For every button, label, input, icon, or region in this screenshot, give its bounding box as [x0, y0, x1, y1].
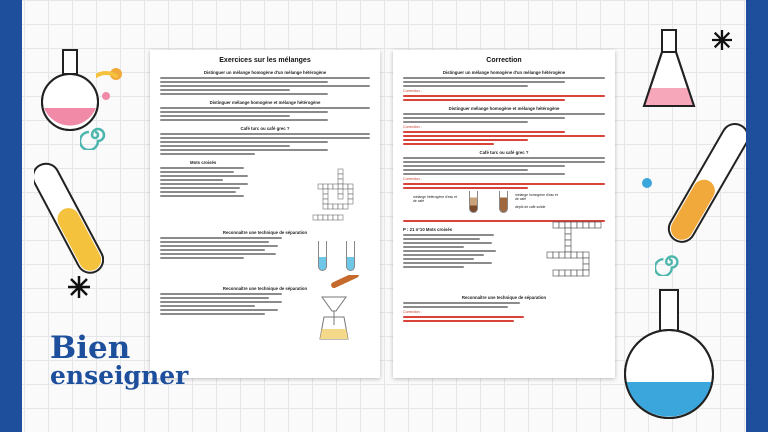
test-tube-figure	[318, 241, 327, 271]
crossword-block	[160, 167, 370, 225]
figure-label: mélange homogène d'eau et de café	[515, 193, 558, 201]
section-title: Distinguer mélange homogène et mélange hétérogène	[448, 106, 560, 111]
section-title: Distinguer un mélange homogène d'un mélange hétérogène	[442, 70, 566, 75]
brand-logo	[50, 330, 189, 390]
bubble-icon	[96, 60, 136, 110]
crossword-grid	[308, 167, 368, 225]
section-title: Distinguer mélange homogène et mélange hétérogène	[209, 100, 321, 105]
crossword-answer-grid	[539, 214, 607, 290]
correction-label: Correction :	[403, 177, 422, 181]
correction-label: Correction :	[403, 125, 422, 129]
exercise-sheet	[150, 50, 380, 378]
sheet-title: Correction	[486, 57, 522, 64]
correction-label: Correction :	[403, 89, 422, 93]
flask-small-icon	[636, 26, 706, 116]
crossword-answer-block	[403, 234, 605, 290]
section-title: Mots croisés	[190, 160, 217, 165]
test-tube-yellow-icon	[34, 150, 104, 290]
star-icon-2	[712, 30, 732, 50]
correction-sheet	[393, 50, 615, 378]
dot-icon	[640, 176, 654, 190]
section-title: Café turc ou café grec ?	[240, 126, 290, 131]
filtration-block	[160, 293, 370, 343]
crossword-title: P : 21 n°10 Mots croisés	[403, 227, 453, 232]
section-title: Café turc ou café grec ?	[479, 150, 529, 155]
section-title: Reconnaître une technique de séparation	[222, 230, 308, 235]
section-title: Reconnaître une technique de séparation	[461, 295, 547, 300]
test-tube-figure	[346, 241, 355, 271]
sheet-title: Exercices sur les mélanges	[219, 57, 311, 64]
brand-line-1: Bien	[50, 330, 131, 366]
test-tube-figure	[469, 191, 478, 213]
figure-label: dépôt de café solide	[515, 205, 546, 209]
figure-label: mélange hétérogène d'eau et de café	[413, 195, 458, 203]
correction-label: Correction :	[403, 310, 422, 314]
section-title: Distinguer un mélange homogène d'un mélange hétérogène	[203, 70, 327, 75]
star-icon	[68, 276, 90, 298]
section-title: Reconnaître une technique de séparation	[222, 286, 308, 291]
brand-line-2: enseigner	[50, 361, 189, 390]
spiral-icon	[80, 120, 110, 150]
spiral-icon-2	[655, 248, 683, 276]
filtration-figure	[300, 275, 370, 343]
test-tube-figure	[499, 191, 508, 213]
round-flask-icon	[614, 286, 726, 426]
test-tube-orange-icon	[666, 110, 746, 260]
